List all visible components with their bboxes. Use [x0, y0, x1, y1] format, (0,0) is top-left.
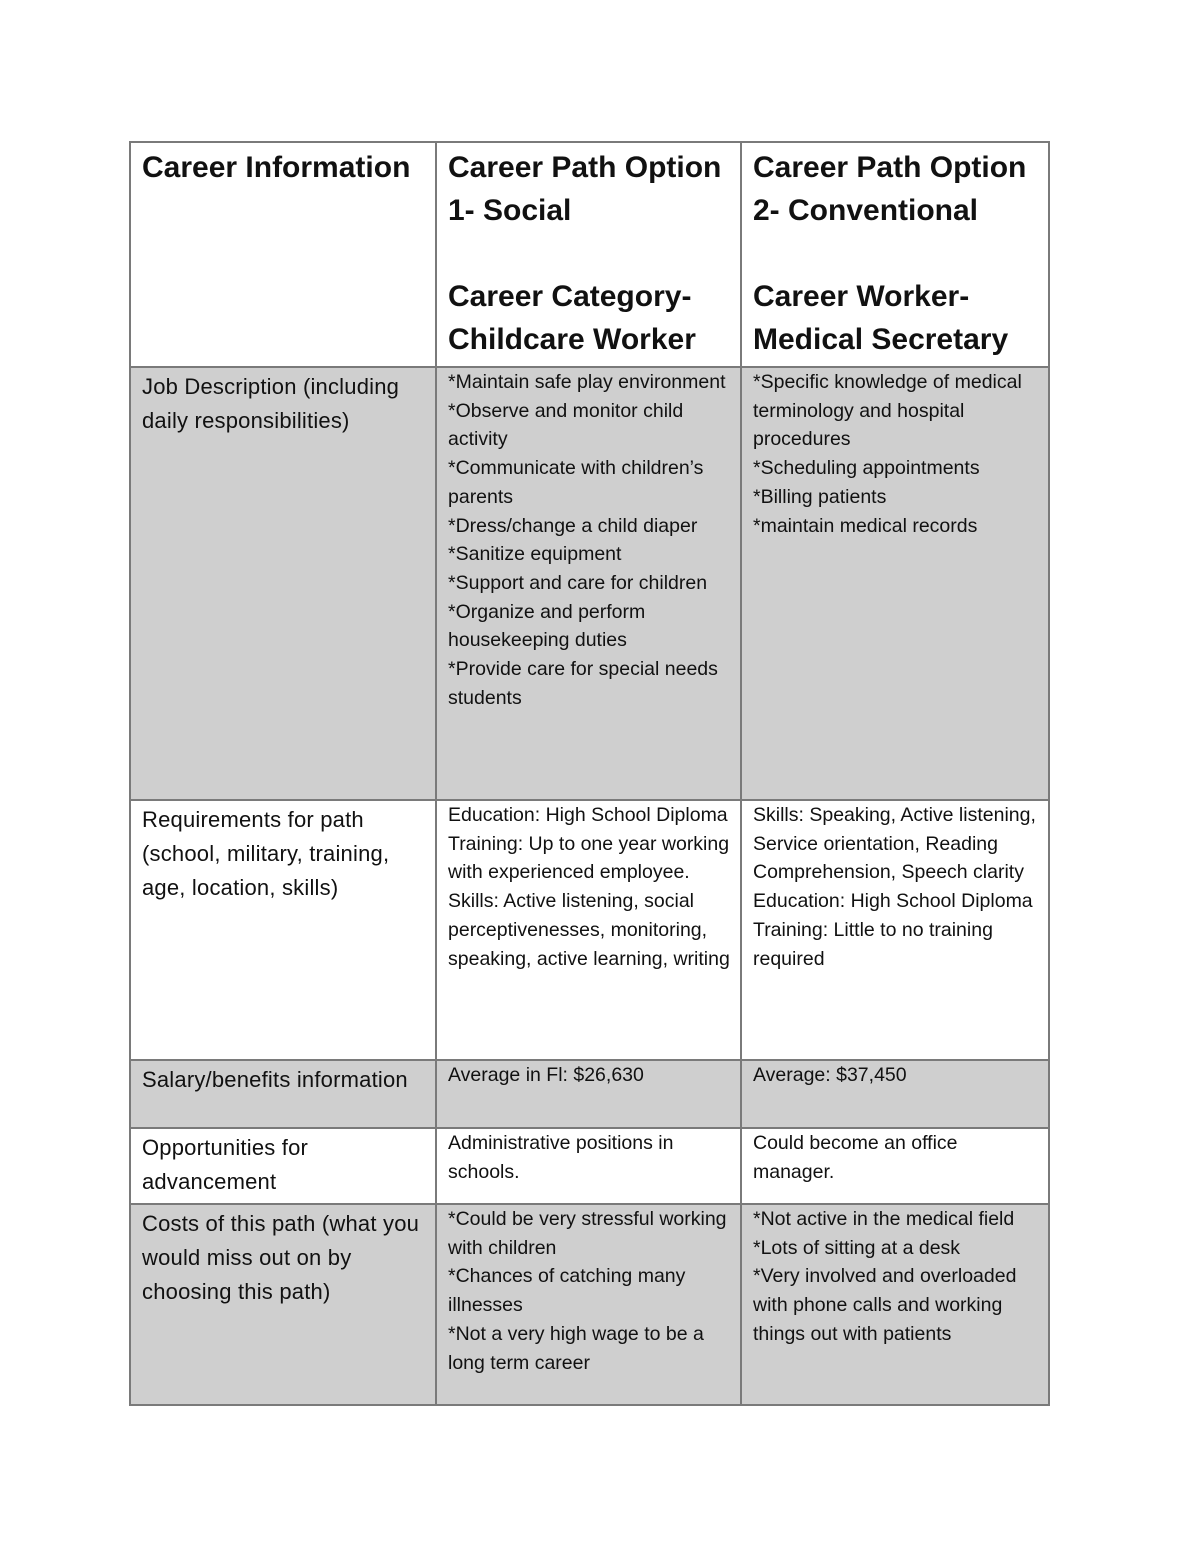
table-row-advancement: [130, 1128, 1049, 1204]
list-item: Could become an office manager.: [753, 1132, 958, 1183]
list-item: Skills: Active listening, social perceptivenesses, monitoring, speaking, active learning, writing: [448, 890, 730, 970]
list-item: *Provide care for special needs students: [448, 658, 718, 709]
option-2-cell: [741, 1060, 1049, 1128]
option-1-cell: [436, 800, 741, 1060]
list-item: *Support and care for children: [448, 571, 708, 594]
list-item: *Organize and perform housekeeping duties: [448, 600, 646, 652]
list-item: Skills: Speaking, Active listening, Service orientation, Reading Comprehension, Speech clarity: [753, 804, 1036, 884]
list-item: *Specific knowledge of medical terminology and hospital procedures: [753, 371, 1022, 451]
list-item: *Maintain safe play environment: [448, 371, 726, 393]
row-label: Job Description (including daily responsibilities): [130, 367, 436, 800]
option-1-category: Career Category- Childcare Worker: [448, 280, 696, 356]
list-item: *Very involved and overloaded with phone calls and working things out with patients: [753, 1265, 1017, 1345]
list-item: *Lots of sitting at a desk: [753, 1236, 961, 1259]
list-item: *Dress/change a child diaper: [448, 514, 698, 537]
list-item: *Observe and monitor child activity: [448, 399, 684, 451]
row-label: Costs of this path (what you would miss out on by choosing this path): [130, 1204, 436, 1405]
header-row: [130, 142, 1049, 367]
list-item: Education: High School Diploma: [753, 890, 1033, 913]
option-1-cell: [436, 1204, 741, 1405]
header-career-information: [130, 142, 436, 367]
list-item: *Billing patients: [753, 485, 887, 508]
option-1-cell: [436, 1128, 741, 1204]
option-2-cell: [741, 800, 1049, 1060]
list-item: *Chances of catching many illnesses: [448, 1265, 686, 1317]
row-label: Requirements for path (school, military, training, age, location, skills): [130, 800, 436, 1060]
row-label: Salary/benefits information: [130, 1060, 436, 1128]
list-item: Administrative positions in schools.: [448, 1132, 674, 1183]
list-item: *Sanitize equipment: [448, 543, 622, 566]
option-2-cell: [741, 367, 1049, 800]
list-item: *Not a very high wage to be a long term career: [448, 1322, 704, 1374]
list-item: *Communicate with children’s parents: [448, 457, 704, 508]
table-row-salary: [130, 1060, 1049, 1128]
list-item: *Could be very stressful working with children: [448, 1208, 727, 1259]
option-1-cell: [436, 367, 741, 800]
table-row-job-description: [130, 367, 1049, 800]
list-item: Average: $37,450: [753, 1064, 907, 1086]
list-item: *Scheduling appointments: [753, 457, 980, 480]
option-2-cell: [741, 1204, 1049, 1405]
option-2-category: Career Worker- Medical Secretary: [753, 280, 1009, 356]
list-item: Education: High School Diploma: [448, 804, 728, 826]
header-col1-text: Career Information: [142, 151, 411, 184]
header-option-1: [436, 142, 741, 367]
option-2-title: Career Path Option 2- Conventional: [753, 151, 1027, 227]
table-row-requirements: [130, 800, 1049, 1060]
table-row-costs: [130, 1204, 1049, 1405]
career-comparison-table: [129, 141, 1050, 1406]
option-2-cell: [741, 1128, 1049, 1204]
list-item: *maintain medical records: [753, 514, 978, 537]
option-1-title: Career Path Option 1- Social: [448, 151, 722, 227]
option-1-cell: [436, 1060, 741, 1128]
row-label: Opportunities for advancement: [130, 1128, 436, 1204]
list-item: Average in Fl: $26,630: [448, 1064, 644, 1086]
list-item: *Not active in the medical field: [753, 1208, 1015, 1230]
list-item: Training: Up to one year working with experienced employee.: [448, 832, 730, 884]
list-item: Training: Little to no training required: [753, 918, 993, 970]
header-option-2: [741, 142, 1049, 367]
